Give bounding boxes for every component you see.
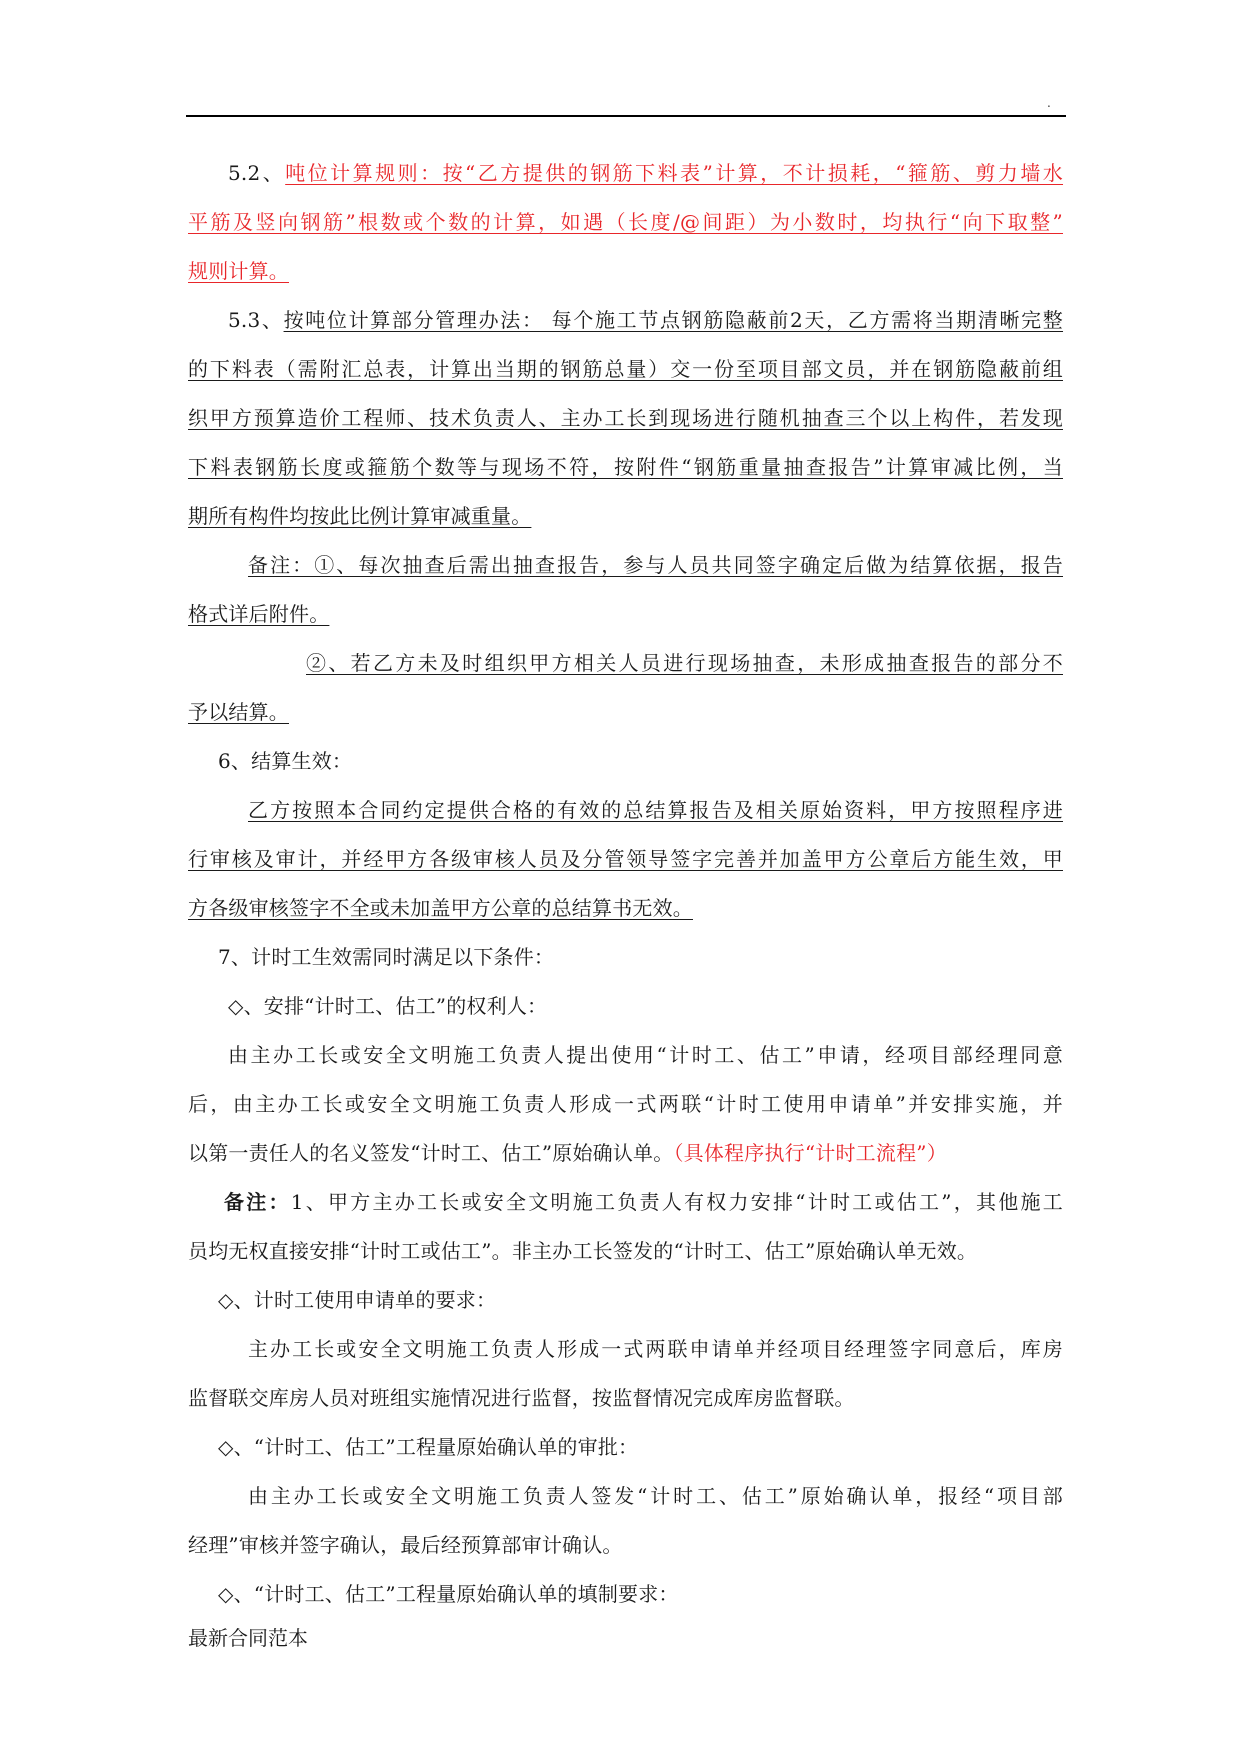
s52-number: 5.2、	[228, 161, 286, 185]
s7-note-line2: 员均无权直接安排“计时工或估工”。非主办工长签发的“计时工、估工”原始确认单无效。	[188, 1239, 978, 1263]
s53-line4	[188, 443, 1063, 492]
s52-line2	[188, 198, 1063, 247]
note2-line1	[188, 639, 1063, 688]
s53-line1	[188, 296, 1063, 345]
s52-line3	[188, 247, 1063, 296]
header-dot: .	[1047, 96, 1051, 110]
s52-text: 吨位计算规则：按“乙方提供的钢筋下料表”计算，不计损耗，“箍筋、剪力墙水	[285, 161, 1064, 185]
s53-line3-text: 织甲方预算造价工程师、技术负责人、主办工长到现场进行随机抽查三个以上构件，若发现	[188, 406, 1063, 430]
s7-item1-line2: 后，由主办工长或安全文明施工负责人形成一式两联“计时工使用申请单”并安排实施，并	[188, 1092, 1063, 1116]
s7-item1-line3	[188, 1129, 1063, 1178]
s7-note-text: 1、甲方主办工长或安全文明施工负责人有权力安排“计时工或估工”，其他施工	[290, 1190, 1063, 1214]
footer-text: 最新合同范本	[188, 1626, 308, 1650]
note1-line2-text: 格式详后附件。	[188, 602, 330, 626]
s6-line3-text: 方各级审核签字不全或未加盖甲方公章的总结算书无效。	[188, 896, 693, 920]
s7-title: 7、计时工生效需同时满足以下条件：	[218, 945, 555, 969]
header-rule	[186, 115, 1066, 117]
note2-line2-text: 予以结算。	[188, 700, 289, 724]
document-body	[188, 149, 1063, 1619]
s7-item4-title: ◇、“计时工、估工”工程量原始确认单的填制要求：	[218, 1582, 679, 1606]
note2-line2	[188, 688, 1063, 737]
s52-line1	[188, 149, 1063, 198]
note2-line1-text: ②、若乙方未及时组织甲方相关人员进行现场抽查，未形成抽查报告的部分不	[306, 651, 1063, 675]
s6-line3	[188, 884, 1063, 933]
note1-line1	[188, 541, 1063, 590]
s6-line2	[188, 835, 1063, 884]
s7-item1-line1: 由主办工长或安全文明施工负责人提出使用“计时工、估工”申请，经项目部经理同意	[228, 1043, 1063, 1067]
s7-item2-line1: 主办工长或安全文明施工负责人形成一式两联申请单并经项目经理签字同意后，库房	[248, 1337, 1063, 1361]
s53-line5	[188, 492, 1063, 541]
s7-item2-title: ◇、计时工使用申请单的要求：	[218, 1288, 497, 1312]
s53-text: 按吨位计算部分管理办法： 每个施工节点钢筋隐蔽前2天，乙方需将当期清晰完整	[283, 308, 1064, 332]
s7-note-label: 备注：	[224, 1190, 291, 1214]
s52-line2-text: 平筋及竖向钢筋”根数或个数的计算，如遇（长度/@间距）为小数时，均执行“向下取整”	[188, 210, 1063, 234]
s7-item2-line2: 监督联交库房人员对班组实施情况进行监督，按监督情况完成库房监督联。	[188, 1386, 855, 1410]
s52-line3-text: 规则计算。	[188, 259, 289, 283]
s53-line2-text: 的下料表（需附汇总表，计算出当期的钢筋总量）交一份至项目部文员，并在钢筋隐蔽前组	[188, 357, 1063, 381]
s7-item3-line2: 经理”审核并签字确认，最后经预算部审计确认。	[188, 1533, 623, 1557]
note1-line2	[188, 590, 1063, 639]
s7-item3-line1: 由主办工长或安全文明施工负责人签发“计时工、估工”原始确认单，报经“项目部	[248, 1484, 1063, 1508]
s7-item3-title: ◇、“计时工、估工”工程量原始确认单的审批：	[218, 1435, 639, 1459]
s7-item1-title: ◇、安排“计时工、估工”的权利人：	[228, 994, 548, 1018]
s7-item1-red-note: （具体程序执行“计时工流程”）	[673, 1141, 947, 1165]
s53-number: 5.3、	[228, 308, 284, 332]
s7-item1-line3-text: 以第一责任人的名义签发“计时工、估工”原始确认单。	[188, 1141, 674, 1165]
s6-line2-text: 行审核及审计，并经甲方各级审核人员及分管领导签字完善并加盖甲方公章后方能生效，甲	[188, 847, 1063, 871]
s53-line4-text: 下料表钢筋长度或箍筋个数等与现场不符，按附件“钢筋重量抽查报告”计算审减比例，当	[188, 455, 1063, 479]
note1-line1-text: 备注：①、每次抽查后需出抽查报告，参与人员共同签字确定后做为结算依据，报告	[248, 553, 1063, 577]
s6-title: 6、结算生效：	[218, 749, 353, 773]
s6-line1	[188, 786, 1063, 835]
s53-line3	[188, 394, 1063, 443]
s7-note-line1	[188, 1178, 1063, 1227]
s53-line5-text: 期所有构件均按此比例计算审减重量。	[188, 504, 532, 528]
s53-line2	[188, 345, 1063, 394]
s6-line1-text: 乙方按照本合同约定提供合格的有效的总结算报告及相关原始资料，甲方按照程序进	[248, 798, 1063, 822]
